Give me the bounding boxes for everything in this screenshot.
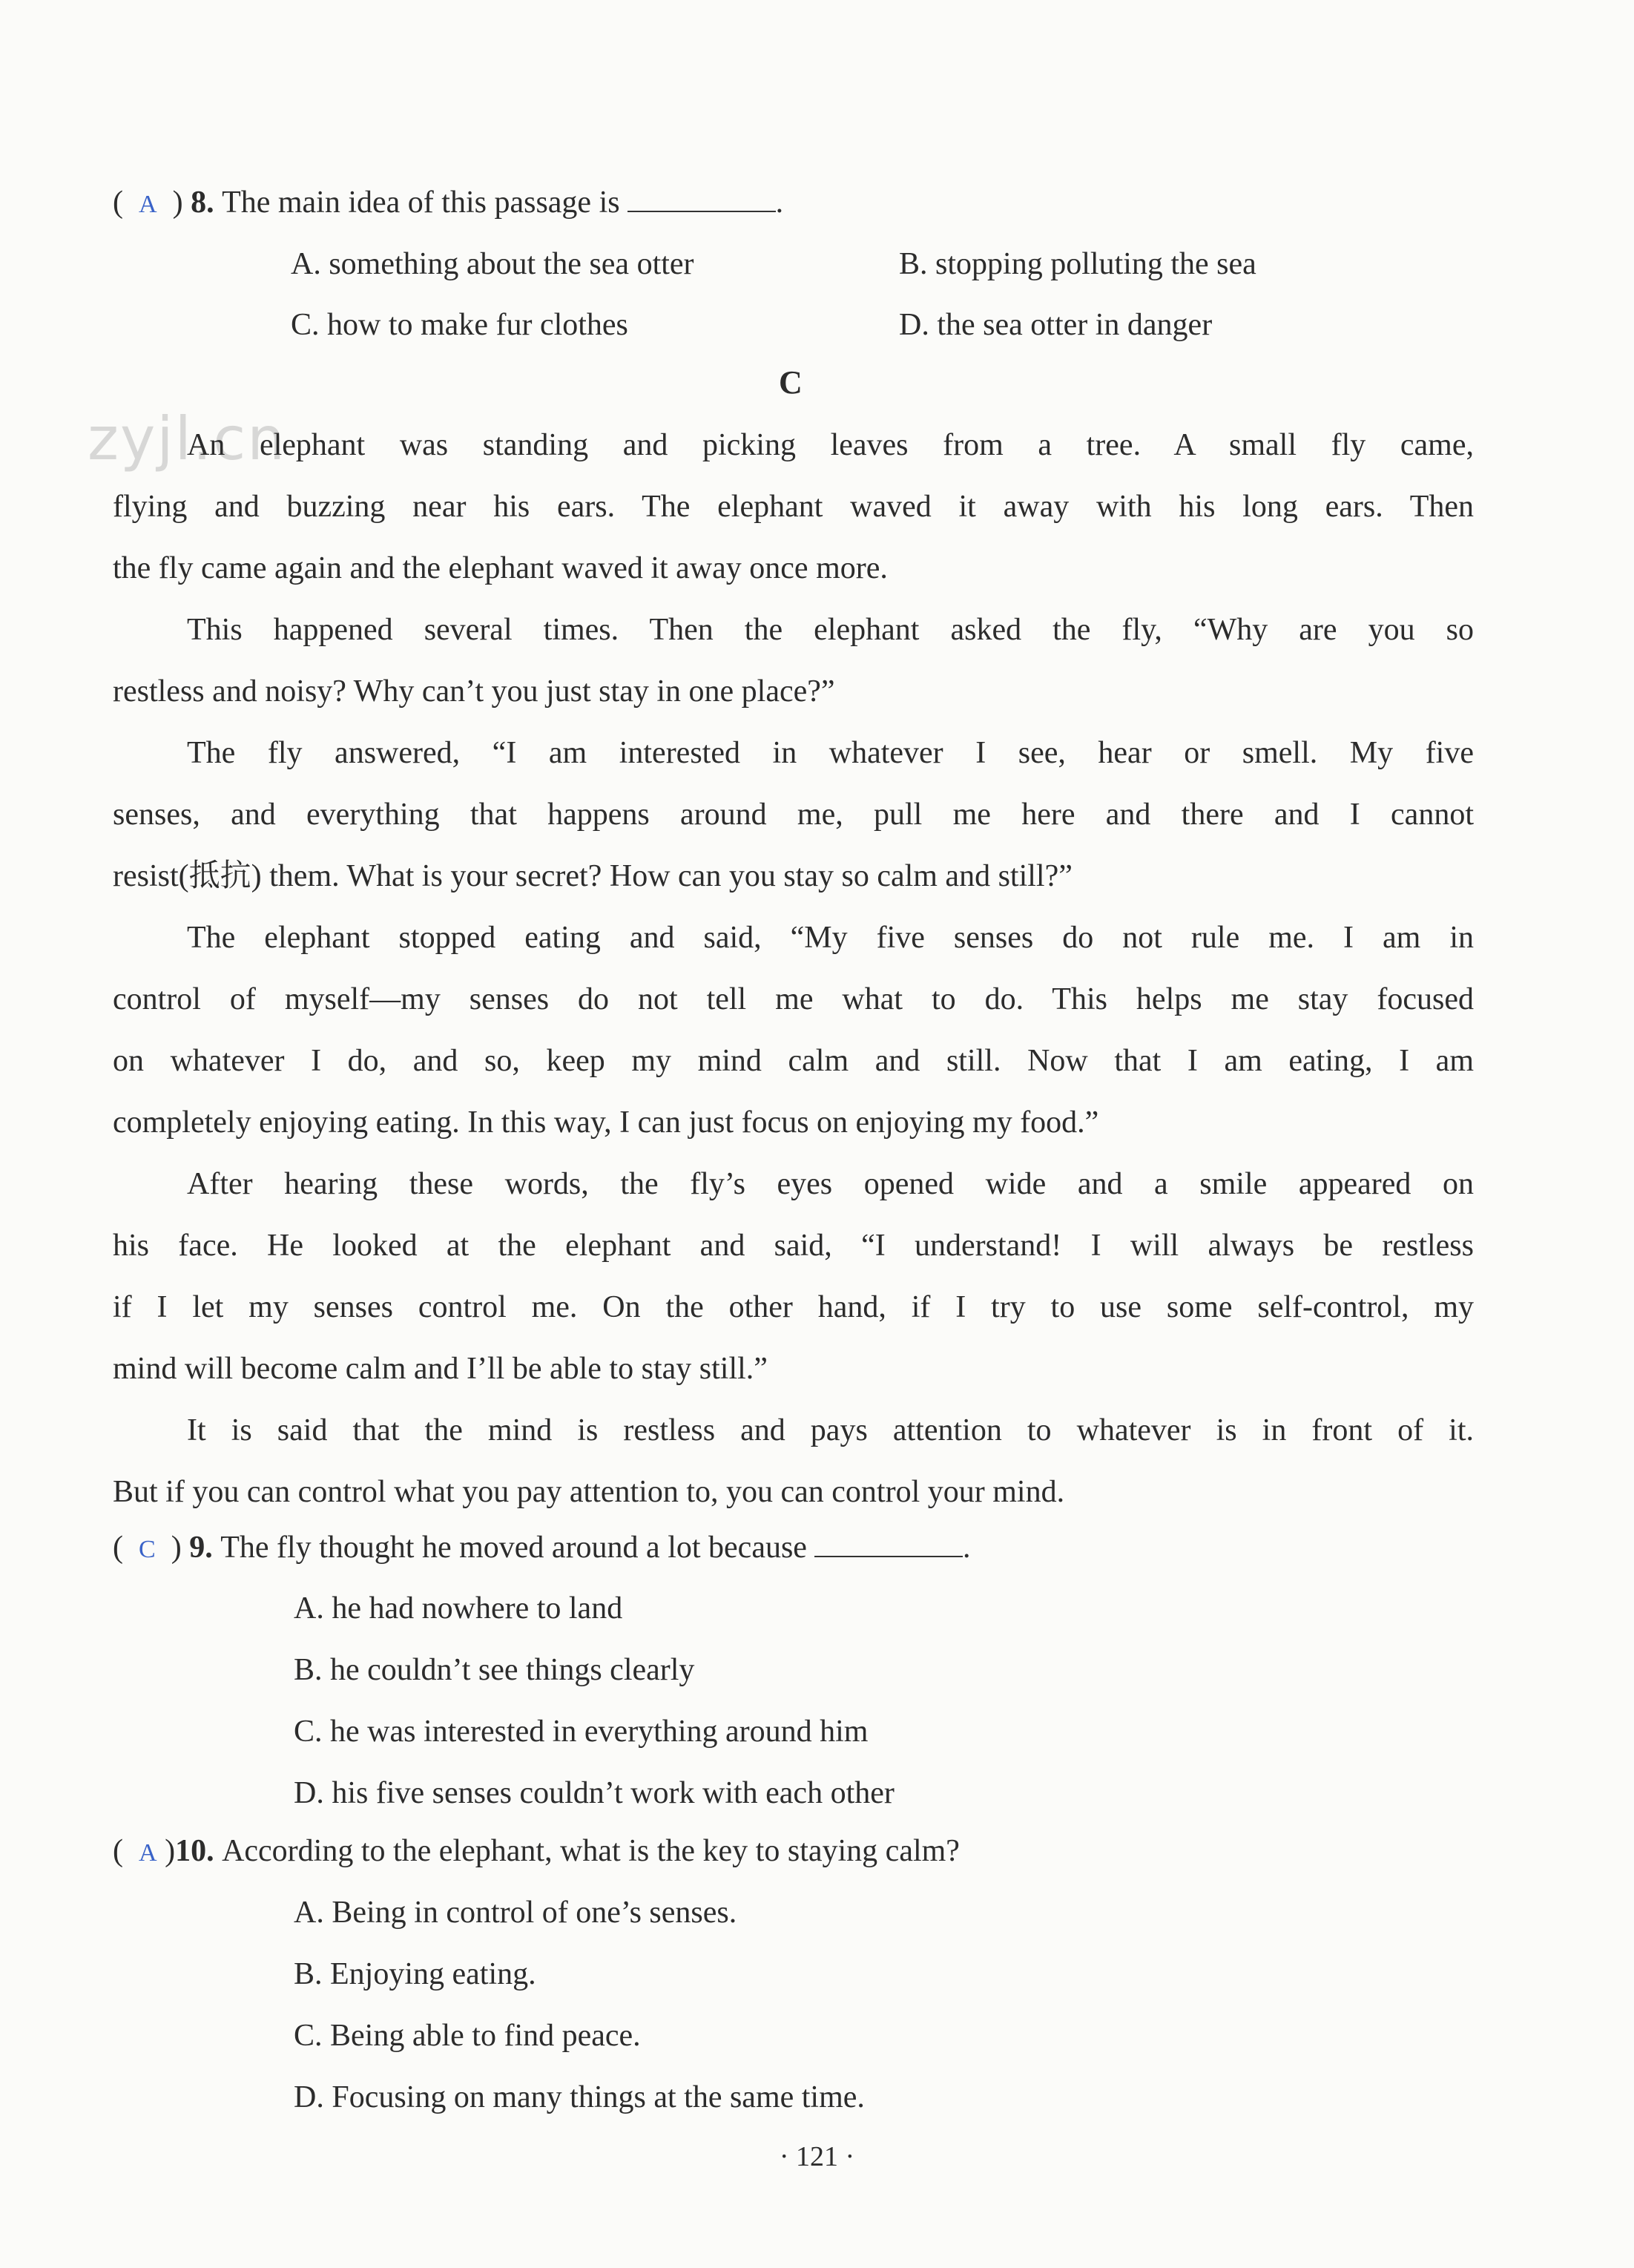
question-number: 9.	[189, 1531, 213, 1565]
option-d: D. the sea otter in danger	[899, 308, 1213, 342]
question-10	[113, 1830, 960, 1874]
question-8: ( A ) 8. The main idea of this passage is .	[113, 181, 783, 226]
passage-line: An elephant was standing and picking leaves from a tree. A small fly came,	[187, 428, 1474, 462]
question-stem: According to the elephant, what is the key to staying calm?	[222, 1834, 960, 1868]
passage-line: on whatever I do, and so, keep my mind calm and still. Now that I am eating, I am	[113, 1044, 1474, 1078]
paren-close: )	[155, 1531, 190, 1565]
watermark: zyjl.cn	[88, 404, 286, 473]
option-b: B. he couldn’t see things clearly	[294, 1653, 695, 1687]
passage-line: if I let my senses control me. On the other hand, if I try to use some self-control, my	[113, 1290, 1474, 1324]
option-d: D. his five senses couldn’t work with each other	[294, 1776, 895, 1810]
option-d: D. Focusing on many things at the same time.	[294, 2080, 865, 2114]
passage-line: But if you can control what you pay attention to, you can control your mind.	[113, 1475, 1065, 1509]
passage-line: completely enjoying eating. In this way, I can just focus on enjoying my food.”	[113, 1105, 1099, 1140]
option-b: B. Enjoying eating.	[294, 1957, 536, 1991]
option-c: C. how to make fur clothes	[291, 308, 628, 342]
option-c: C. he was interested in everything around him	[294, 1715, 869, 1749]
passage-line: It is said that the mind is restless and pays attention to whatever is in front of it.	[187, 1413, 1474, 1447]
passage-line: The elephant stopped eating and said, “My five senses do not rule me. I am in	[187, 921, 1474, 955]
question-stem: The main idea of this passage is	[222, 185, 620, 220]
question-9: ( C ) 9. The fly thought he moved around a lot because .	[113, 1526, 970, 1571]
passage-line: restless and noisy? Why can’t you just stay in one place?”	[113, 674, 835, 709]
paren-open: (	[113, 185, 139, 220]
answer-blank	[627, 181, 776, 212]
paren-open: (	[113, 1531, 139, 1565]
passage-line: After hearing these words, the fly’s eyes opened wide and a smile appeared on	[187, 1167, 1474, 1201]
section-heading: C	[779, 364, 803, 401]
answer-blank	[814, 1526, 963, 1557]
passage-line: control of myself—my senses do not tell me what to do. This helps me stay focused	[113, 982, 1474, 1016]
option-c: C. Being able to find peace.	[294, 2019, 641, 2053]
question-number: 8.	[191, 185, 214, 220]
option-a: A. he had nowhere to land	[294, 1591, 623, 1626]
answer-9: C	[139, 1536, 156, 1563]
answer-8: A	[139, 191, 157, 218]
passage-line: The fly answered, “I am interested in whatever I see, hear or smell. My five	[187, 736, 1474, 770]
option-a: A. Being in control of one’s senses.	[294, 1896, 737, 1930]
paren-close: )	[157, 1834, 176, 1868]
paren-open: (	[113, 1834, 139, 1868]
page-number: · 121 ·	[779, 2141, 855, 2172]
passage-line: the fly came again and the elephant waved it away once more.	[113, 551, 888, 585]
paren-close: )	[157, 185, 191, 220]
passage-line: resist(抵抗) them. What is your secret? How can you stay so calm and still?”	[113, 859, 1073, 893]
passage-line: mind will become calm and I’ll be able to stay still.”	[113, 1352, 768, 1386]
passage-line: flying and buzzing near his ears. The elephant waved it away with his long ears. Then	[113, 490, 1474, 524]
option-b: B. stopping polluting the sea	[899, 247, 1256, 281]
passage-line: his face. He looked at the elephant and said, “I understand! I will always be restless	[113, 1229, 1474, 1263]
answer-10: A	[139, 1839, 157, 1867]
question-number: 10.	[175, 1834, 214, 1868]
question-stem: The fly thought he moved around a lot because	[220, 1531, 807, 1565]
passage-line: senses, and everything that happens around me, pull me here and there and I cannot	[113, 798, 1474, 832]
passage-line: This happened several times. Then the elephant asked the fly, “Why are you so	[187, 613, 1474, 647]
option-a: A. something about the sea otter	[291, 247, 694, 281]
